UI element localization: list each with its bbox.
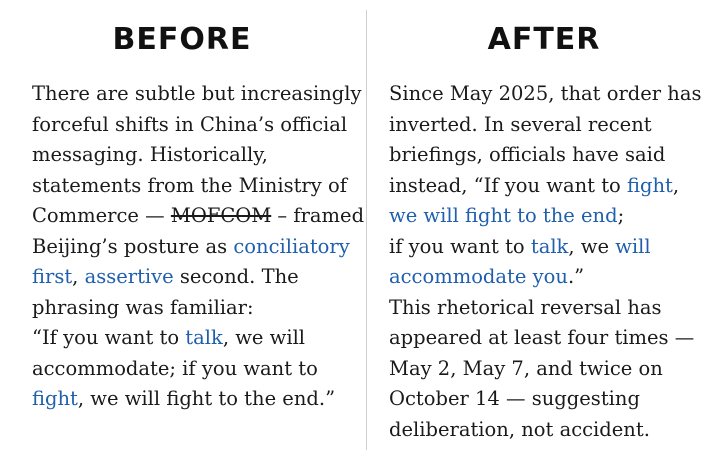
text-segment: Beijing’s posture as [32,234,234,258]
text-segment: if you want to [389,234,531,258]
text-line [32,140,377,171]
text-segment: briefings, officials have said [389,143,666,166]
after-heading: AFTER [487,22,601,57]
highlighted-phrase: fight [626,173,673,197]
text-line [389,323,720,354]
highlighted-phrase: fight [32,387,78,410]
text-segment: , we will fight to the end.” [77,387,336,410]
text-line [389,415,720,446]
text-line [389,110,720,141]
highlighted-phrase: will [615,234,651,258]
text-segment: May 2, May 7, and twice on [389,356,663,380]
text-segment: , we will [222,326,306,349]
text-line [389,140,720,171]
text-line [32,262,377,293]
text-segment: statements from the Ministry of [32,173,347,197]
text-segment: second. The [173,265,299,288]
text-line [389,232,720,263]
highlighted-phrase: talk [530,234,569,258]
text-segment: , [672,173,680,197]
text-segment: This rhetorical reversal has [389,295,662,319]
highlighted-phrase: talk [185,326,223,349]
text-segment: , we [568,234,616,258]
text-segment: Commerce — [32,204,171,227]
text-segment: – framed [271,204,365,227]
text-segment: October 14 — suggesting [389,387,640,410]
before-heading: BEFORE [112,22,252,57]
text-segment: Since May 2025, that order has [389,82,702,105]
text-line [389,262,720,293]
text-line [389,293,720,324]
text-line [32,232,377,263]
text-line [389,384,720,415]
text-line [389,201,720,232]
text-segment: , [72,265,85,288]
text-line [32,171,377,202]
text-segment: messaging. Historically, [32,143,268,166]
after-text [389,79,720,445]
column-divider [366,10,367,450]
text-line [389,354,720,385]
text-line [32,323,377,354]
text-line [32,293,377,324]
text-line [389,79,720,110]
text-segment: accommodate; if you want to [32,356,318,380]
text-line [32,79,377,110]
before-text [32,79,377,415]
text-segment: deliberation, not accident. [389,417,650,441]
text-segment: appeared at least four times — [389,326,695,349]
text-line [32,201,377,232]
text-segment: There are subtle but increasingly [32,82,362,105]
highlighted-phrase: we will fight to the end [389,204,618,227]
struck-text: MOFCOM [170,204,272,227]
text-line [32,354,377,385]
text-segment: .” [567,265,585,288]
text-segment: instead, “If you want to [389,173,627,197]
highlighted-phrase: assertive [84,265,174,288]
text-segment: ; [617,204,625,227]
text-segment: forceful shifts in China’s official [32,112,348,136]
text-line [389,171,720,202]
text-segment: “If you want to [32,326,186,349]
highlighted-phrase: conciliatory [233,234,350,258]
text-line [32,110,377,141]
text-segment: phrasing was familiar: [32,295,254,319]
text-line [32,384,377,415]
highlighted-phrase: first [32,265,73,288]
text-segment: inverted. In several recent [389,112,652,136]
highlighted-phrase: accommodate you [389,265,568,288]
